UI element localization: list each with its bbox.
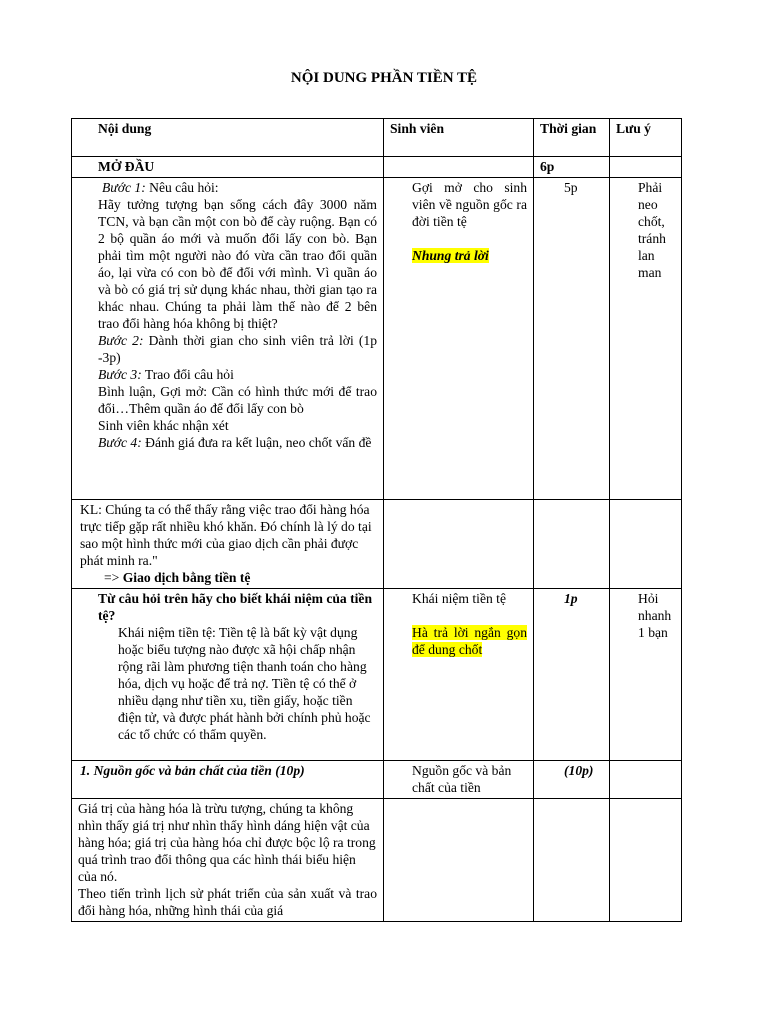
concept-content xyxy=(72,589,384,761)
value-row xyxy=(72,799,682,922)
section1-student: Nguồn gốc và bản chất của tiền xyxy=(384,761,534,799)
header-row xyxy=(72,119,682,157)
conclusion-bold: Giao dịch bằng tiền tệ xyxy=(122,570,251,585)
steps-student xyxy=(384,178,534,500)
step1-label: Bước 1: xyxy=(102,180,146,195)
section1-note-cell xyxy=(610,761,682,799)
page-title: NỘI DUNG PHẦN TIỀN TỆ xyxy=(290,70,478,86)
value-content xyxy=(72,799,384,922)
conclusion-arrow: => xyxy=(104,570,123,585)
step2-text: Dành thời gian cho sinh viên trả lời (1p -3p) xyxy=(98,333,377,365)
concept-student-highlight: Hà trả lời ngắn gọn để dung chốt xyxy=(412,625,527,657)
conclusion-content xyxy=(72,500,384,589)
conclusion-note-cell xyxy=(610,500,682,589)
conclusion-text: KL: Chúng ta có thể thấy rằng việc trao đổi hàng hóa trực tiếp gặp rất nhiều khó khăn. Đó chính là lý do tại sao một hình thức mới của giao dịch cần phải được phát minh ra." xyxy=(80,502,372,568)
intro-row xyxy=(72,157,682,178)
intro-note-cell xyxy=(610,157,682,178)
step4-label: Bước 4: xyxy=(98,435,142,450)
step3-peer: Sinh viên khác nhận xét xyxy=(98,418,229,433)
header-time: Thời gian xyxy=(534,119,610,157)
intro-time: 6p xyxy=(534,157,610,178)
concept-question: Từ câu hỏi trên hãy cho biết khái niệm của tiền tệ? xyxy=(98,591,373,623)
step3-label: Bước 3: xyxy=(98,367,142,382)
step1-question: Hãy tưởng tượng bạn sống cách đây 3000 năm TCN, và bạn cần một con bò để cày ruộng. Bạn có 2 bộ quần áo mới và muốn đổi lấy con bò. Bạn phải tìm một người nào đó vừa cần trao đổi quần áo, lại vừa có con bò để đổi với mình. Vì quần áo và bò có giá trị sử dụng khác nhau, thời gian tạo ra khác nhau. Chúng ta phải làm thế nào để 2 bên trao đổi hàng hóa không bị thiệt? xyxy=(98,197,377,331)
steps-time: 5p xyxy=(534,178,610,500)
conclusion-row xyxy=(72,500,682,589)
conclusion-student-cell xyxy=(384,500,534,589)
value-time-cell xyxy=(534,799,610,922)
header-content: Nội dung xyxy=(72,119,384,157)
concept-note: Hỏi nhanh 1 bạn xyxy=(610,589,682,761)
step3-text: Trao đổi câu hỏi xyxy=(141,367,234,382)
value-paragraph-1: Giá trị của hàng hóa là trừu tượng, chúng ta không nhìn thấy giá trị như nhìn thấy hình dáng hiện vật của hàng hóa; giá trị của hàng hóa chỉ được bộc lộ ra trong quá trình trao đổi thông qua các hình thái biểu hiện của nó. xyxy=(78,801,376,884)
step4-text: Đánh giá đưa ra kết luận, neo chốt vấn đề xyxy=(141,435,372,450)
section1-time: (10p) xyxy=(534,761,610,799)
steps-student-highlight: Nhung trả lời xyxy=(412,248,489,263)
steps-note: Phải neo chốt, tránh lan man xyxy=(610,178,682,500)
steps-student-text: Gợi mở cho sinh viên về nguồn gốc ra đời tiền tệ xyxy=(412,180,527,229)
concept-time: 1p xyxy=(534,589,610,761)
section1-row xyxy=(72,761,682,799)
step2-label: Bước 2: xyxy=(98,333,144,348)
step3-discussion: Bình luận, Gợi mở: Cần có hình thức mới để trao đổi…Thêm quần áo để đổi lấy con bò xyxy=(98,384,377,416)
header-note: Lưu ý xyxy=(610,119,682,157)
concept-row xyxy=(72,589,682,761)
steps-content xyxy=(72,178,384,500)
steps-row xyxy=(72,178,682,500)
intro-student-cell xyxy=(384,157,534,178)
value-student-cell xyxy=(384,799,534,922)
concept-definition: Khái niệm tiền tệ: Tiền tệ là bất kỳ vật dụng hoặc biểu tượng nào được xã hội chấp nhận rộng rãi làm phương tiện thanh toán cho hàng hóa, dịch vụ hoặc để trả nợ. Tiền tệ có thể ở nhiều dạng như tiền xu, tiền giấy, hoặc tiền điện tử, và được phát hành bởi chính phủ hoặc các tổ chức có thẩm quyền. xyxy=(118,625,371,742)
concept-student xyxy=(384,589,534,761)
value-paragraph-2: Theo tiến trình lịch sử phát triển của sản xuất và trao đổi hàng hóa, những hình thái của giá xyxy=(78,886,377,918)
section1-title: 1. Nguồn gốc và bản chất của tiền (10p) xyxy=(72,761,384,799)
value-note-cell xyxy=(610,799,682,922)
content-table xyxy=(71,118,682,922)
conclusion-time-cell xyxy=(534,500,610,589)
step1-text: Nêu câu hỏi: xyxy=(145,180,219,195)
header-student: Sinh viên xyxy=(384,119,534,157)
intro-label: MỞ ĐẦU xyxy=(72,157,384,178)
concept-student-text: Khái niệm tiền tệ xyxy=(412,591,506,606)
